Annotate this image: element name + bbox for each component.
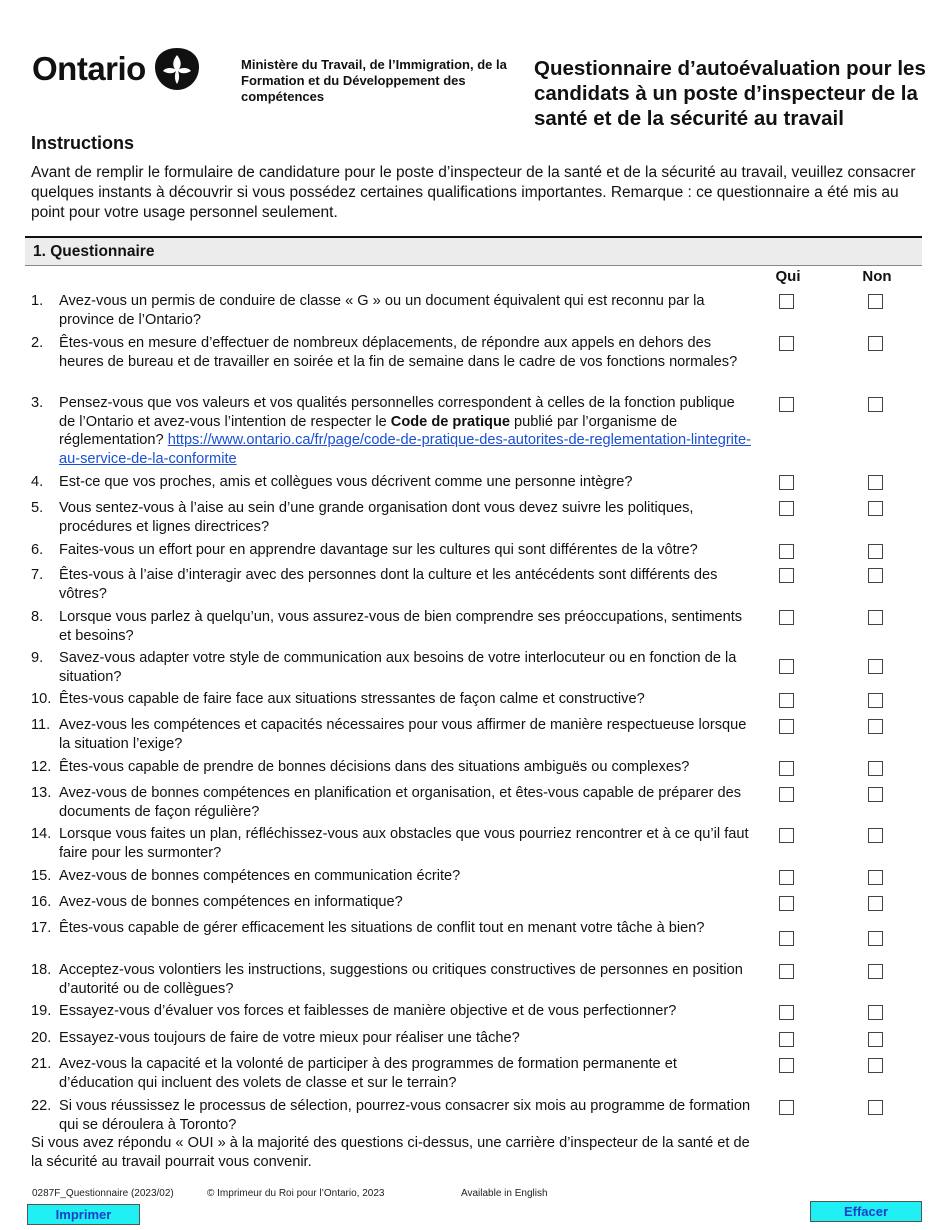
checkbox-no-q18[interactable] [868, 964, 883, 979]
question-text: Si vous réussissez le processus de sélection, pourrez-vous consacrer six mois au programme de formation qui se déroulera à Toronto? [59, 1098, 751, 1133]
question-number: 11. [31, 717, 51, 733]
checkbox-no-q1[interactable] [868, 294, 883, 309]
question-10 [31, 690, 751, 709]
checkbox-no-q11[interactable] [868, 719, 883, 734]
checkbox-no-q5[interactable] [868, 501, 883, 516]
question-number: 18. [31, 962, 52, 978]
checkbox-no-q3[interactable] [868, 397, 883, 412]
question-text: Êtes-vous capable de prendre de bonnes décisions dans des situations ambiguës ou complexes? [59, 759, 690, 775]
question-text: Essayez-vous d’évaluer vos forces et faiblesses de manière objective et de vous perfectionner? [59, 1003, 677, 1019]
question-text: Lorsque vous faites un plan, réfléchissez-vous aux obstacles que vous pourriez rencontrer et à ce qu’il faut faire pour les surmonter? [59, 826, 749, 861]
question-text: Acceptez-vous volontiers les instructions, suggestions ou critiques constructives de personnes en position d’autorité ou de collègues? [59, 962, 743, 997]
question-text: Avez-vous de bonnes compétences en planification et organisation, et êtes-vous capable de préparer des documents de façon régulière? [59, 785, 742, 820]
checkbox-yes-q5[interactable] [779, 501, 794, 516]
question-7 [31, 566, 751, 603]
question-9 [31, 649, 751, 686]
instructions-heading: Instructions [31, 133, 135, 153]
question-number: 9. [31, 650, 44, 666]
checkbox-yes-q21[interactable] [779, 1058, 794, 1073]
question-5 [31, 499, 751, 536]
question-number: 4. [31, 474, 44, 490]
checkbox-yes-q7[interactable] [779, 568, 794, 583]
question-12 [31, 758, 751, 777]
question-text: Essayez-vous toujours de faire de votre mieux pour réaliser une tâche? [59, 1030, 520, 1046]
question-text: Est-ce que vos proches, amis et collègues vous décrivent comme une personne intègre? [59, 474, 633, 490]
checkbox-yes-q19[interactable] [779, 1005, 794, 1020]
checkbox-no-q13[interactable] [868, 787, 883, 802]
question-text-part: Pensez-vous que vos valeurs et vos qualités personnelles correspondent à celles de la fonction publique de l’Ontario et avez-vous l’intention de respecter le [59, 395, 735, 430]
checkbox-no-q14[interactable] [868, 828, 883, 843]
question-number: 17. [31, 920, 52, 936]
question-13 [31, 784, 751, 821]
checkbox-yes-q15[interactable] [779, 870, 794, 885]
checkbox-yes-q6[interactable] [779, 544, 794, 559]
ministry-name: Ministère du Travail, de l’Immigration, de la Formation et du Développement des compétences [241, 57, 507, 104]
question-number: 5. [31, 500, 44, 516]
question-number: 1. [31, 293, 44, 309]
checkbox-yes-q22[interactable] [779, 1100, 794, 1115]
checkbox-yes-q20[interactable] [779, 1032, 794, 1047]
question-6 [31, 541, 751, 560]
question-16 [31, 893, 751, 912]
ontario-wordmark: Ontario [32, 50, 146, 87]
checkbox-yes-q9[interactable] [779, 659, 794, 674]
question-19 [31, 1002, 751, 1021]
checkbox-yes-q1[interactable] [779, 294, 794, 309]
checkbox-yes-q10[interactable] [779, 693, 794, 708]
question-2 [31, 334, 751, 371]
checkbox-yes-q16[interactable] [779, 896, 794, 911]
question-number: 19. [31, 1003, 52, 1019]
checkbox-yes-q13[interactable] [779, 787, 794, 802]
checkbox-yes-q8[interactable] [779, 610, 794, 625]
checkbox-no-q17[interactable] [868, 931, 883, 946]
code-of-practice-link[interactable]: https://www.ontario.ca/fr/page/code-de-pratique-des-autorites-de-reglementation-lintegrite-au-service-de-la-conformite [59, 432, 751, 467]
checkbox-no-q2[interactable] [868, 336, 883, 351]
checkbox-yes-q14[interactable] [779, 828, 794, 843]
instructions-body: Avant de remplir le formulaire de candidature pour le poste d’inspecteur de la santé et de la sécurité au travail, veuillez consacrer quelques instants à découvrir si vous possédez certaines qualifications importantes. Remarque : ce questionnaire a été mis au point pour votre usage personnel seulement. [31, 164, 916, 221]
question-text: Avez-vous les compétences et capacités nécessaires pour vous affirmer de manière respectueuse lorsque la situation l’exige? [59, 717, 747, 752]
checkbox-no-q21[interactable] [868, 1058, 883, 1073]
section-header [25, 236, 922, 266]
question-text: Avez-vous de bonnes compétences en communication écrite? [59, 868, 461, 884]
question-number: 14. [31, 826, 52, 842]
question-17 [31, 919, 751, 938]
question-3 [31, 394, 751, 468]
checkbox-no-q22[interactable] [868, 1100, 883, 1115]
checkbox-yes-q4[interactable] [779, 475, 794, 490]
checkbox-yes-q18[interactable] [779, 964, 794, 979]
question-15 [31, 867, 751, 886]
checkbox-yes-q12[interactable] [779, 761, 794, 776]
checkbox-no-q16[interactable] [868, 896, 883, 911]
question-number: 6. [31, 542, 44, 558]
question-18 [31, 961, 751, 998]
question-number: 8. [31, 609, 44, 625]
question-14 [31, 825, 751, 862]
checkbox-yes-q3[interactable] [779, 397, 794, 412]
code-of-practice-label: Code de pratique [390, 413, 510, 430]
question-8 [31, 608, 751, 645]
question-number: 2. [31, 335, 44, 351]
question-text: Savez-vous adapter votre style de communication aux besoins de votre interlocuteur ou en fonction de la situation? [59, 650, 737, 685]
question-number: 15. [31, 868, 52, 884]
question-number: 13. [31, 785, 52, 801]
available-in-english: Available in English [461, 1188, 548, 1199]
question-number: 12. [31, 759, 52, 775]
document-title: Questionnaire d’autoévaluation pour les candidats à un poste d’inspecteur de la santé et de la sécurité au travail [534, 57, 926, 130]
checkbox-yes-q17[interactable] [779, 931, 794, 946]
question-22 [31, 1097, 751, 1134]
question-20 [31, 1029, 751, 1048]
clear-button[interactable]: Effacer [810, 1201, 922, 1222]
question-text: Êtes-vous capable de faire face aux situations stressantes de façon calme et constructive? [59, 691, 645, 707]
question-number: 21. [31, 1056, 52, 1072]
print-button[interactable]: Imprimer [27, 1204, 140, 1225]
checkbox-yes-q2[interactable] [779, 336, 794, 351]
question-text: Avez-vous un permis de conduire de classe « G » ou un document équivalent qui est reconnu par la province de l’Ontario? [59, 293, 705, 328]
section-title: 1. Questionnaire [33, 243, 155, 260]
question-text: Faites-vous un effort pour en apprendre davantage sur les cultures qui sont différentes de la vôtre? [59, 542, 698, 558]
question-21 [31, 1055, 751, 1092]
question-4 [31, 473, 751, 492]
question-text: Êtes-vous à l’aise d’interagir avec des personnes dont la culture et les antécédents sont différents des vôtres? [59, 567, 718, 602]
question-text: Vous sentez-vous à l’aise au sein d’une grande organisation dont vous devez suivre les politiques, procédures et lignes directrices? [59, 500, 694, 535]
checkbox-no-q4[interactable] [868, 475, 883, 490]
question-text: Êtes-vous en mesure d’effectuer de nombreux déplacements, de répondre aux appels en dehors des heures de bureau et de travailler en soirée et la fin de semaine dans le cadre de vos fonctions normales? [59, 335, 738, 370]
column-header-yes: Qui [775, 268, 801, 285]
question-1 [31, 292, 751, 329]
conclusion-text: Si vous avez répondu « OUI » à la majorité des questions ci-dessus, une carrière d’inspecteur de la santé et de la sécurité au travail pourrait vous convenir. [31, 1135, 750, 1170]
checkbox-no-q10[interactable] [868, 693, 883, 708]
question-number: 16. [31, 894, 52, 910]
question-text: Êtes-vous capable de gérer efficacement les situations de conflit tout en menant votre tâche à bien? [59, 920, 705, 936]
question-number: 22. [31, 1098, 52, 1114]
question-number: 10. [31, 691, 52, 707]
question-number: 3. [31, 395, 44, 411]
checkbox-no-q15[interactable] [868, 870, 883, 885]
checkbox-no-q20[interactable] [868, 1032, 883, 1047]
column-header-no: Non [862, 268, 892, 285]
checkbox-no-q7[interactable] [868, 568, 883, 583]
question-number: 20. [31, 1030, 52, 1046]
question-text-part: publié par l’organisme de réglementation? [59, 413, 678, 448]
checkbox-yes-q11[interactable] [779, 719, 794, 734]
question-number: 7. [31, 567, 44, 583]
copyright: © Imprimeur du Roi pour l’Ontario, 2023 [207, 1188, 385, 1199]
question-text: Lorsque vous parlez à quelqu’un, vous assurez-vous de bien comprendre ses préoccupations, sentiments et besoins? [59, 609, 743, 644]
checkbox-no-q19[interactable] [868, 1005, 883, 1020]
checkbox-no-q12[interactable] [868, 761, 883, 776]
checkbox-no-q8[interactable] [868, 610, 883, 625]
form-id: 0287F_Questionnaire (2023/02) [32, 1188, 174, 1199]
question-text: Avez-vous de bonnes compétences en informatique? [59, 894, 403, 910]
checkbox-no-q6[interactable] [868, 544, 883, 559]
ontario-trillium-logo [154, 47, 200, 91]
question-text [59, 394, 751, 468]
checkbox-no-q9[interactable] [868, 659, 883, 674]
question-text: Avez-vous la capacité et la volonté de participer à des programmes de formation permanente et d’éducation qui incluent des volets de classe et sur le terrain? [59, 1056, 677, 1091]
question-11 [31, 716, 751, 753]
